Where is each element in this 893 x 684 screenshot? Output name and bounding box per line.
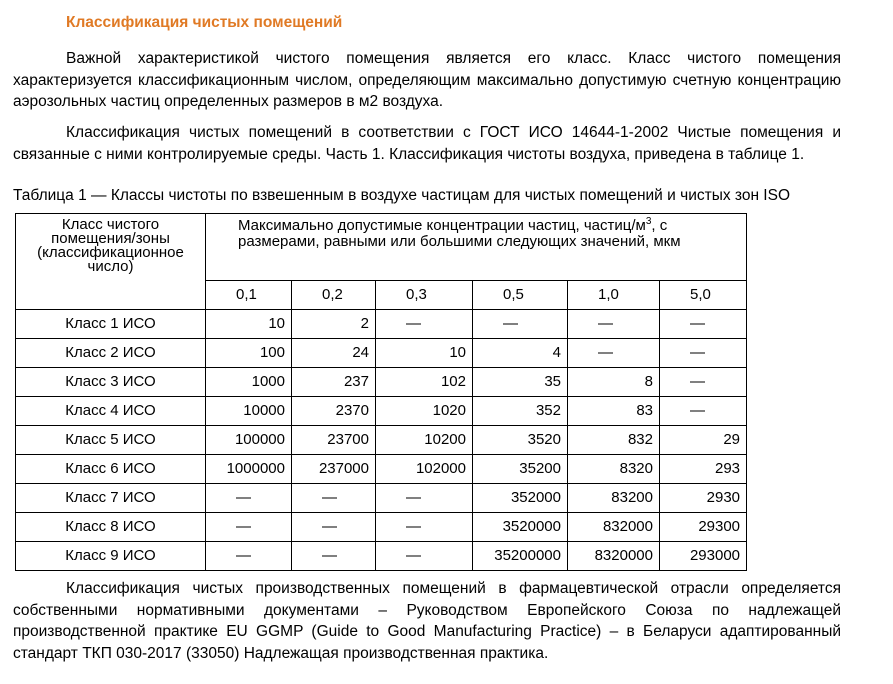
concentration-cell: 102000 xyxy=(376,455,473,484)
table-row xyxy=(16,368,747,397)
size-header: 0,5 xyxy=(473,281,568,310)
concentration-cell: 29 xyxy=(660,426,747,455)
paragraph-gmp-reference: Классификация чистых производственных помещений в фармацевтической отрасли определяется собственными нормативными документами – Руководством Европейского Союза по надлежащей производственной практике EU GGMP (Guide to Good Manufacturing Practice) – в Беларуси адаптированный стандарт ТКП 030-2017 (33050) Надлежащая производственная практика. xyxy=(13,580,841,662)
concentration-cell: 2930 xyxy=(660,484,747,513)
concentration-cell: 3520000 xyxy=(473,513,568,542)
concentration-cell: — xyxy=(376,310,473,339)
concentration-cell: 8 xyxy=(568,368,660,397)
concentration-cell: 293 xyxy=(660,455,747,484)
concentration-cell: 10000 xyxy=(206,397,292,426)
size-header: 0,3 xyxy=(376,281,473,310)
class-label-cell: Класс 6 ИСО xyxy=(16,455,206,484)
paragraph-class-definition: Важной характеристикой чистого помещения является его класс. Класс чистого помещения характеризуется классификационным числом, определяющим максимально допустимую счетную концентрацию аэрозольных частиц определенных размеров в м2 воздуха. xyxy=(13,50,841,110)
table-row xyxy=(16,542,747,571)
concentration-cell: — xyxy=(292,484,376,513)
concentration-cell: 100000 xyxy=(206,426,292,455)
table-row xyxy=(16,484,747,513)
concentration-cell: 10 xyxy=(376,339,473,368)
table-caption: Таблица 1 — Классы чистоты по взвешенным в воздухе частицам для чистых помещений и чистых зон ISO xyxy=(13,187,791,204)
concentration-cell: 237 xyxy=(292,368,376,397)
table-row xyxy=(16,513,747,542)
concentration-header-text: Максимально допустимые концентрации частиц, частиц/м xyxy=(238,217,646,234)
concentration-cell: 8320000 xyxy=(568,542,660,571)
concentration-cell: — xyxy=(568,310,660,339)
table-row xyxy=(16,339,747,368)
concentration-cell: 1000 xyxy=(206,368,292,397)
concentration-cell: 10200 xyxy=(376,426,473,455)
concentration-cell: 29300 xyxy=(660,513,747,542)
concentration-cell: 832 xyxy=(568,426,660,455)
concentration-cell: — xyxy=(660,339,747,368)
class-label-cell: Класс 4 ИСО xyxy=(16,397,206,426)
concentration-cell: 1020 xyxy=(376,397,473,426)
concentration-cell: — xyxy=(660,368,747,397)
concentration-cell: 352000 xyxy=(473,484,568,513)
concentration-cell: — xyxy=(292,542,376,571)
class-label-cell: Класс 7 ИСО xyxy=(16,484,206,513)
concentration-cell: 2370 xyxy=(292,397,376,426)
class-label-cell: Класс 5 ИСО xyxy=(16,426,206,455)
concentration-cell: — xyxy=(376,513,473,542)
section-heading: Классификация чистых помещений xyxy=(66,14,343,31)
class-label-cell: Класс 3 ИСО xyxy=(16,368,206,397)
concentration-cell: — xyxy=(292,513,376,542)
concentration-cell: 8320 xyxy=(568,455,660,484)
concentration-cell: 23700 xyxy=(292,426,376,455)
concentration-cell: 4 xyxy=(473,339,568,368)
table-row xyxy=(16,397,747,426)
concentration-cell: — xyxy=(568,339,660,368)
concentration-cell: 35 xyxy=(473,368,568,397)
size-header: 5,0 xyxy=(660,281,747,310)
concentration-cell: 2 xyxy=(292,310,376,339)
concentration-cell: 102 xyxy=(376,368,473,397)
concentration-cell: — xyxy=(376,484,473,513)
concentration-cell: 35200000 xyxy=(473,542,568,571)
concentration-cell: 83200 xyxy=(568,484,660,513)
table-row xyxy=(16,310,747,339)
concentration-header xyxy=(206,214,747,281)
table-row xyxy=(16,455,747,484)
concentration-cell: 1000000 xyxy=(206,455,292,484)
concentration-cell: — xyxy=(206,484,292,513)
paragraph-gost-reference: Классификация чистых помещений в соответствии с ГОСТ ИСО 14644-1-2002 Чистые помещения и связанные с ними контролируемые среды. Часть 1. Классификация чистоты воздуха, приведена в таблице 1. xyxy=(13,124,841,163)
concentration-cell: 293000 xyxy=(660,542,747,571)
class-label-cell: Класс 8 ИСО xyxy=(16,513,206,542)
concentration-cell: 35200 xyxy=(473,455,568,484)
class-label-cell: Класс 9 ИСО xyxy=(16,542,206,571)
table-header-row xyxy=(16,214,747,281)
concentration-cell: — xyxy=(376,542,473,571)
concentration-cell: — xyxy=(206,513,292,542)
concentration-cell: 100 xyxy=(206,339,292,368)
concentration-cell: — xyxy=(660,397,747,426)
unit-superscript: 3 xyxy=(645,216,652,227)
class-label-cell: Класс 1 ИСО xyxy=(16,310,206,339)
concentration-cell: — xyxy=(206,542,292,571)
concentration-cell: 352 xyxy=(473,397,568,426)
size-header: 0,1 xyxy=(206,281,292,310)
size-header: 1,0 xyxy=(568,281,660,310)
table-row xyxy=(16,426,747,455)
concentration-cell: 24 xyxy=(292,339,376,368)
size-header: 0,2 xyxy=(292,281,376,310)
concentration-cell: 3520 xyxy=(473,426,568,455)
concentration-cell: 83 xyxy=(568,397,660,426)
concentration-cell: 10 xyxy=(206,310,292,339)
cleanroom-class-table xyxy=(15,213,747,571)
concentration-cell: — xyxy=(473,310,568,339)
class-column-header: Класс чистого помещения/зоны (классификационное число) xyxy=(16,214,206,310)
concentration-cell: 832000 xyxy=(568,513,660,542)
concentration-cell: 237000 xyxy=(292,455,376,484)
concentration-cell: — xyxy=(660,310,747,339)
concentration-header-tail: , с размерами, равными или большими следующих значений, мкм xyxy=(238,217,681,250)
class-label-cell: Класс 2 ИСО xyxy=(16,339,206,368)
